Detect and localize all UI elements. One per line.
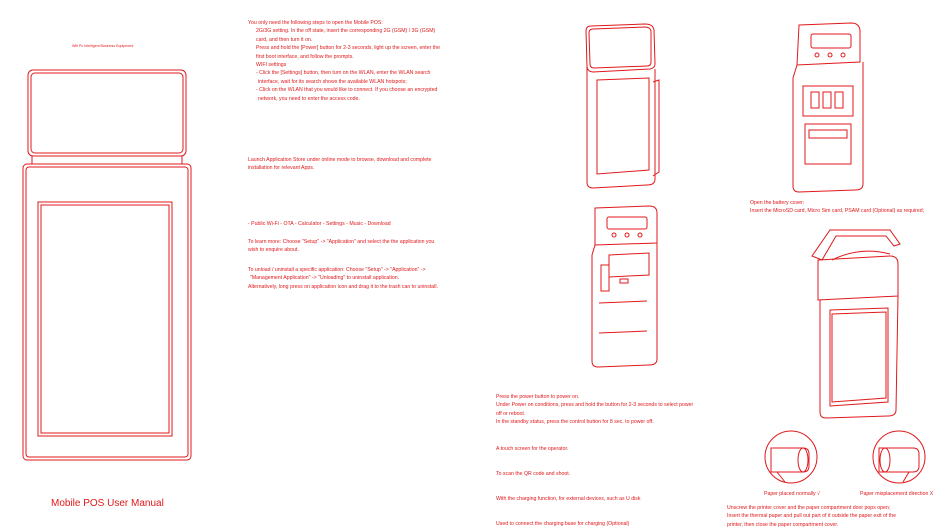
power-on-instructions: You only need the following steps to open the Mobile POS: 2G/3G setting. In the off state, insert the corresponding 2G (GSM) / 3G (GSM) card, and then turn it on. Press and hold the [Power] button for 2-3 seconds, light up the screen, enter the first boot interface, and follow the prompts. WIFI settings - Click the [Settings] button, then turn on the WLAN, enter the WLAN search interface, wait for its search shows the available WLAN hotspots; - Click on the WLAN that you would like to connect. If you choose an encrypted network, you need to enter the access code. — [248, 20, 440, 102]
brand-tagline: Wifi Pc Intelligent Business Equipment — [72, 44, 134, 48]
paper-instructions: Unscrew the printer cover and the paper compartment door pops open; Insert the thermal paper and pull out part of it outside the paper exit of the printer, then close the paper compartment cover. — [727, 505, 896, 528]
learn-more-text: To learn more: Choose "Setup" -> "Application" and select the the application you wish to enquire about. — [248, 239, 435, 254]
paper-correct-label: Paper placed normally √ — [764, 491, 820, 497]
touch-feature-text: A touch screen for the operator. — [496, 446, 569, 452]
pos-front-drawing — [20, 62, 220, 532]
battery-instructions: Open the battery cover; Insert the MicroSD card, Micro Sim card, PSAM card (Optional) as required; — [750, 200, 925, 215]
charging-feature-text: With the charging function, for external devices, such as U disk — [496, 496, 641, 502]
cover-title: Mobile POS User Manual — [51, 498, 164, 509]
pos-front-angled-drawing — [583, 22, 663, 192]
apps-list: - Public Wi-Fi - OTA - Calculator - Settings - Music - Download — [248, 221, 391, 227]
app-store-text: Launch Application Store under online mode to browse, download and complete installation for relevant Apps. — [248, 157, 432, 172]
pos-printer-open-drawing — [808, 226, 918, 426]
scan-feature-text: To scan the QR code and shoot. — [496, 471, 571, 477]
pos-back-drawing — [587, 203, 667, 373]
pos-open-battery-drawing — [785, 20, 875, 195]
paper-wrong-label: Paper misplacement direction X — [860, 491, 934, 497]
uninstall-text: To unload / uninstall a specific application: Choose "Setup" -> "Application" -> "Management Application" -> "Unloading" to uninstall application. Alternatively, long press on application icon and drag it to the trash can to uninstall. — [248, 267, 438, 290]
paper-roll-icon — [869, 430, 929, 486]
power-feature-text: Press the power button to power on. Under Power on conditions, press and hold the button for 2-3 seconds to select power off or reboot. In the standby status, press the control button for 8 sec. to power off. — [496, 394, 694, 426]
paper-roll-icon — [763, 430, 823, 486]
base-feature-text: Used to connect the charging base for charging (Optional) — [496, 521, 630, 527]
